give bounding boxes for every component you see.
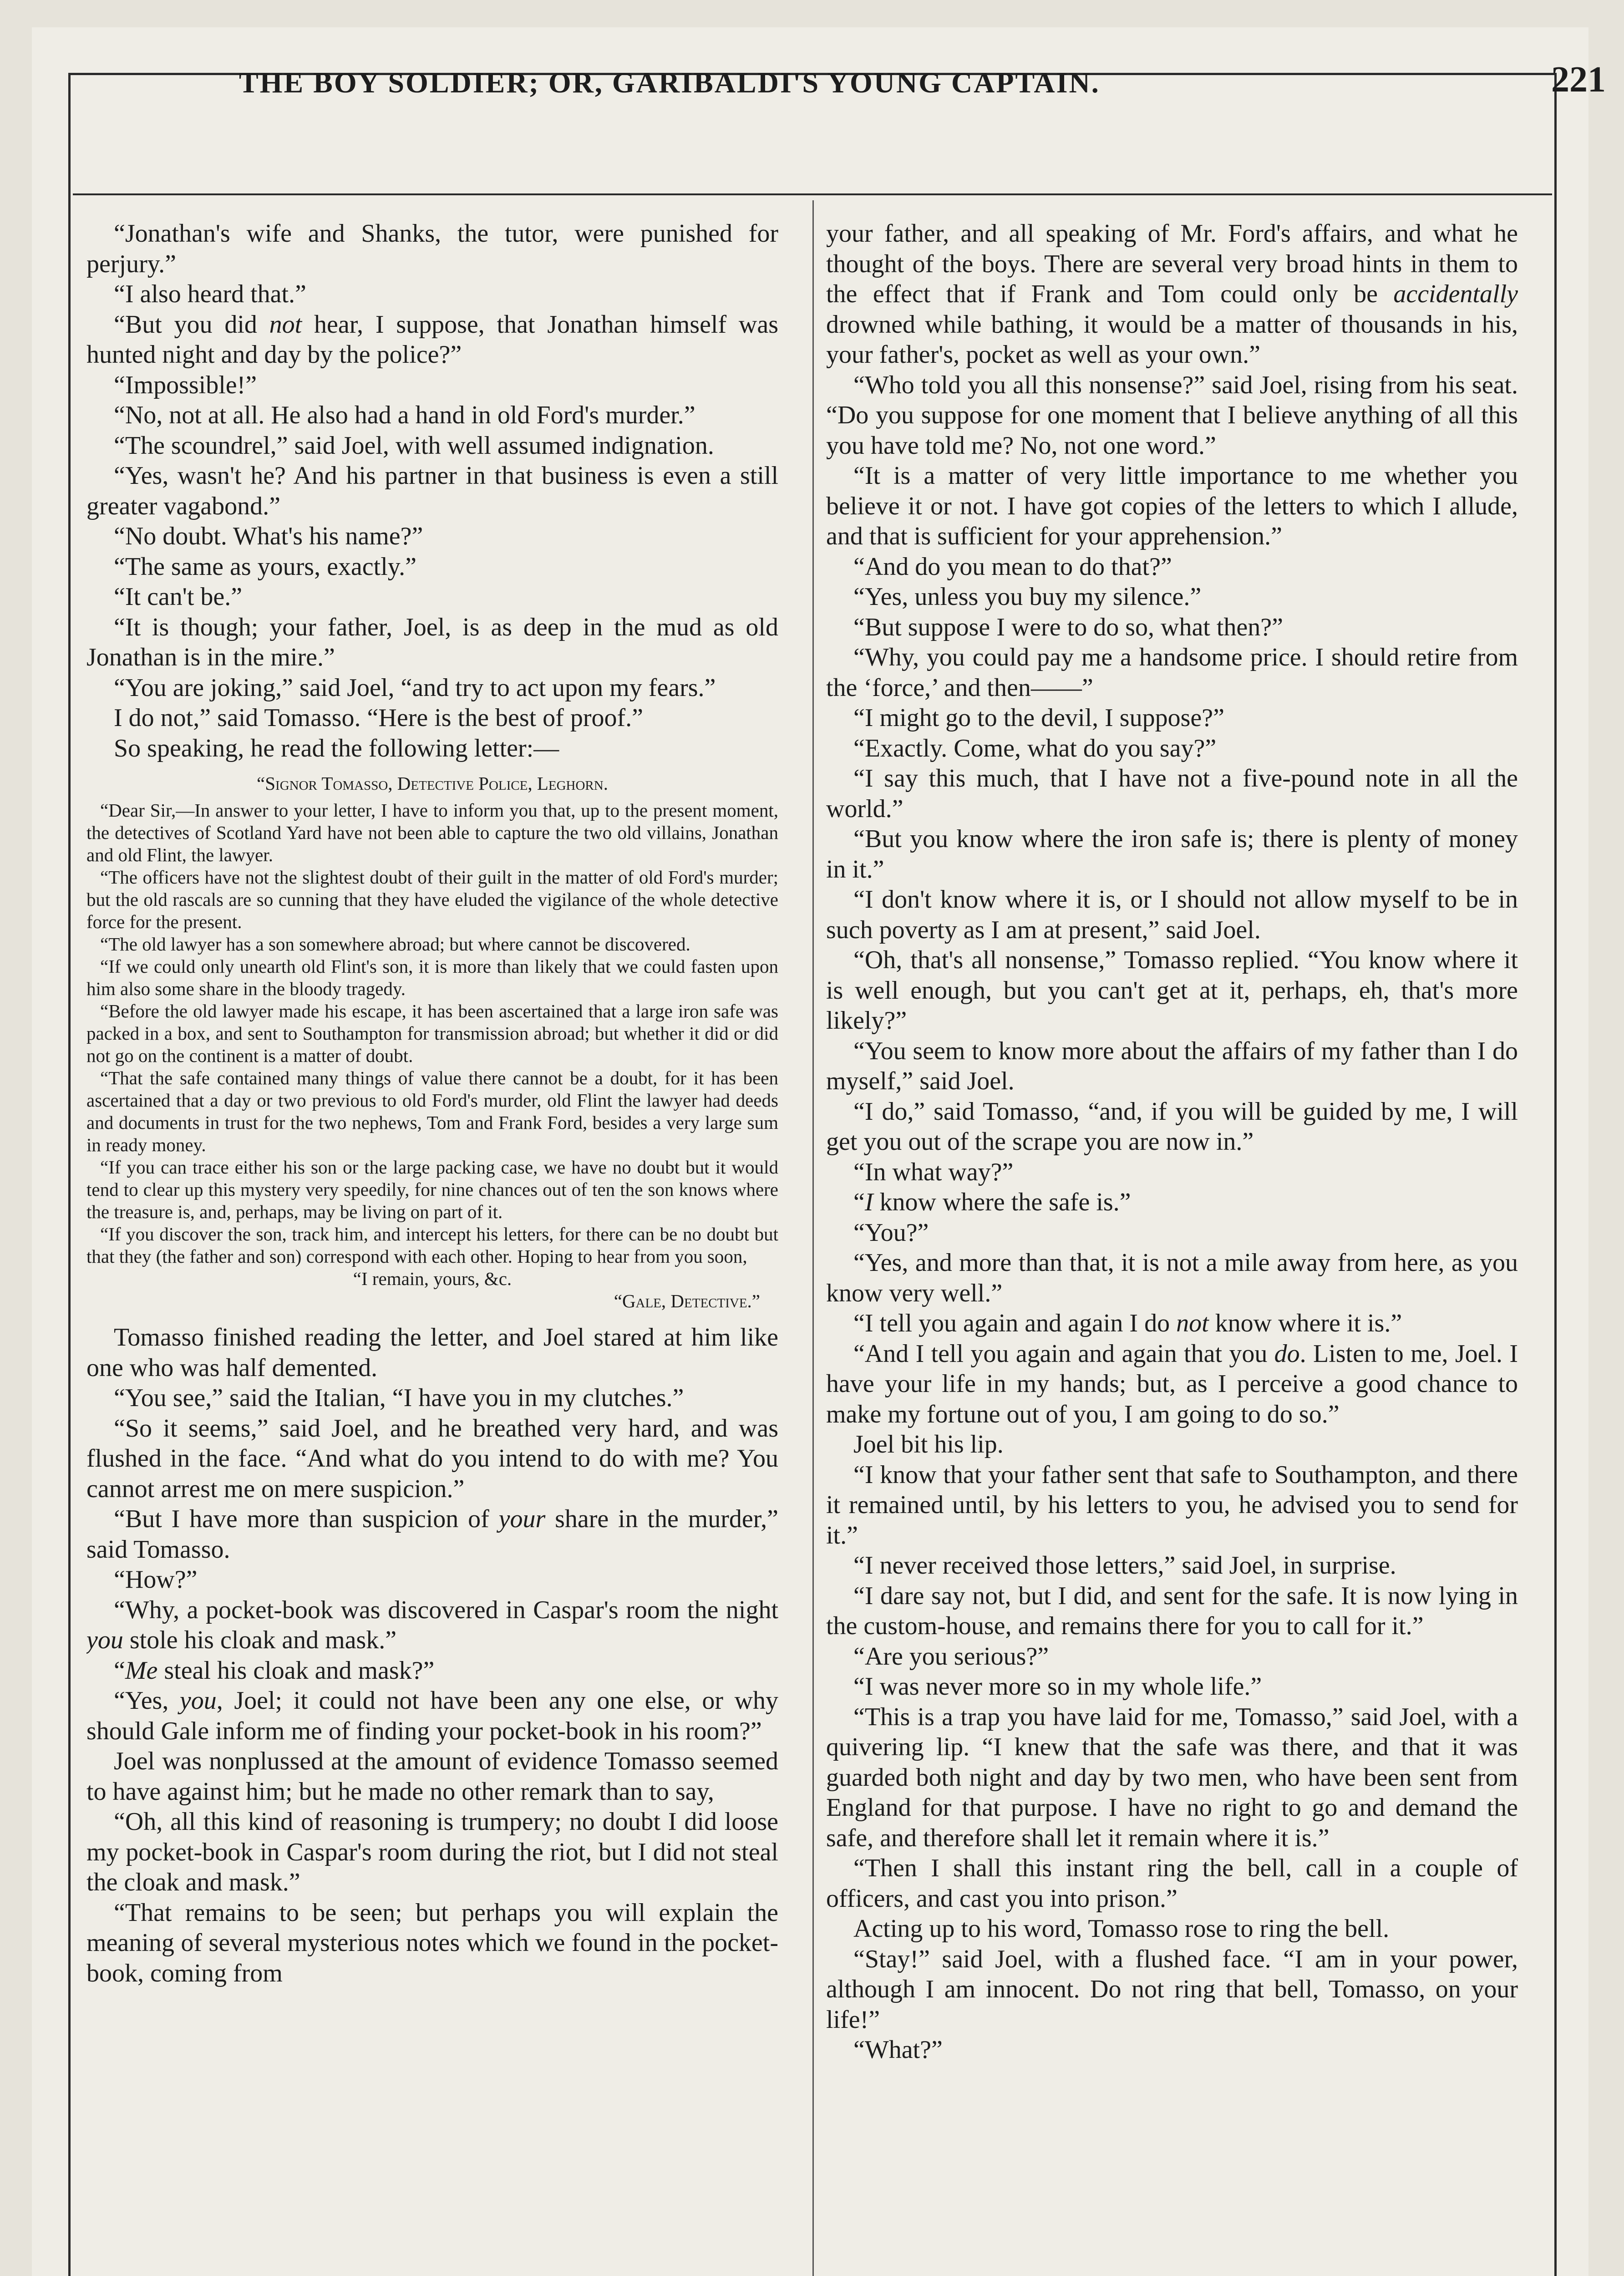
paragraph: “This is a trap you have laid for me, Tomasso,” said Joel, with a quivering lip. “I knew that the safe was there, and that it was guarded both night and day by two men, who have been sent from England for that purpose. I have no right to go and demand the safe, and therefore shall let it remain where it is.”: [826, 1702, 1518, 1852]
header-rule: [73, 193, 1552, 195]
paragraph: “I say this much, that I have not a five-pound note in all the world.”: [826, 764, 1518, 823]
paragraph: I do not,” said Tomasso. “Here is the best of proof.”: [114, 704, 643, 732]
letter-paragraph: “Before the old lawyer made his escape, it has been ascertained that a large iron safe was packed in a box, and sent to Southampton for transmission abroad; but whether it did or did not go on the continent is a matter of doubt.: [86, 1001, 778, 1066]
paragraph: “I do,” said Tomasso, “and, if you will be guided by me, I will get you out of the scrape you are now in.”: [826, 1097, 1518, 1156]
paragraph: your father, and all speaking of Mr. Ford's affairs, and what he thought of the boys. There are several very broad hints in them to the effect that if Frank and Tom could only be accidentally drowned while bathing, it would be a matter of thousands in his, your father's, pocket as well as your own.”: [826, 219, 1518, 369]
paragraph: “That remains to be seen; but perhaps you will explain the meaning of several mysterious notes which we found in the pocket-book, coming from: [86, 1898, 778, 1987]
quoted-letter: [86, 772, 778, 1312]
paragraph: “I dare say not, but I did, and sent for the safe. It is now lying in the custom-house, and remains there for you to call for it.”: [826, 1581, 1518, 1640]
paragraph: “Why, you could pay me a handsome price. I should retire from the ‘force,’ and then——”: [826, 643, 1518, 702]
paragraph: “Impossible!”: [114, 371, 257, 399]
letter-closing: “I remain, yours, &c.: [353, 1268, 512, 1289]
paragraph: “I know where the safe is.”: [853, 1188, 1131, 1216]
paragraph: “In what way?”: [853, 1158, 1014, 1186]
paragraph: “I never received those letters,” said Joel, in surprise.: [853, 1551, 1396, 1580]
paragraph: “You are joking,” said Joel, “and try to act upon my fears.”: [114, 673, 716, 702]
paragraph: “No, not at all. He also had a hand in old Ford's murder.”: [114, 401, 695, 429]
paragraph: Joel bit his lip.: [853, 1430, 1004, 1458]
paragraph: “Oh, all this kind of reasoning is trumpery; no doubt I did loose my pocket-book in Caspar's room during the riot, but I did not steal the cloak and mask.”: [86, 1808, 778, 1896]
paragraph: “Who told you all this nonsense?” said Joel, rising from his seat. “Do you suppose for one moment that I believe anything of all this you have told me? No, not one word.”: [826, 371, 1518, 460]
letter-paragraph: “That the safe contained many things of value there cannot be a doubt, for it has been ascertained that a day or two previous to old Ford's murder, old Flint the lawyer had deeds and documents in trust for the two nephews, Tom and Frank Ford, besides a very large sum in ready money.: [86, 1067, 778, 1155]
paragraph: “And do you mean to do that?”: [853, 552, 1172, 581]
right-column: [826, 218, 1518, 2276]
paragraph: “The same as yours, exactly.”: [114, 552, 416, 581]
running-title: THE BOY SOLDIER; OR, GARIBALDI'S YOUNG CAPTAIN.: [239, 66, 1100, 99]
paragraph: “I also heard that.”: [114, 280, 306, 308]
letter-paragraph: “If we could only unearth old Flint's son, it is more than likely that we could fasten upon him also some share in the bloody tragedy.: [86, 956, 778, 999]
paragraph: “So it seems,” said Joel, and he breathed very hard, and was flushed in the face. “And what do you intend to do with me? You cannot arrest me on mere suspicion.”: [86, 1414, 778, 1503]
paragraph: “But suppose I were to do so, what then?”: [853, 613, 1283, 641]
paragraph: “I was never more so in my whole life.”: [853, 1672, 1262, 1701]
paragraph: “Jonathan's wife and Shanks, the tutor, were punished for perjury.”: [86, 219, 778, 278]
paragraph: “I tell you again and again I do not know where it is.”: [853, 1309, 1402, 1337]
paragraph: “But you did not hear, I suppose, that Jonathan himself was hunted night and day by the police?”: [86, 310, 778, 369]
paragraph: “Yes, and more than that, it is not a mile away from here, as you know very well.”: [826, 1249, 1518, 1307]
paragraph: “You?”: [853, 1218, 929, 1247]
letter-heading: “Signor Tomasso, Detective Police, Leghorn.: [257, 773, 608, 794]
paragraph: “Yes, unless you buy my silence.”: [853, 583, 1202, 611]
paragraph: “It is a matter of very little importance to me whether you believe it or not. I have got copies of the letters to which I allude, and that is sufficient for your apprehension.”: [826, 462, 1518, 550]
paragraph: “I know that your father sent that safe to Southampton, and there it remained until, by his letters to you, he advised you to send for it.”: [826, 1460, 1518, 1550]
paragraph: “Yes, wasn't he? And his partner in that business is even a still greater vagabond.”: [86, 462, 778, 520]
paragraph: “Stay!” said Joel, with a flushed face. “I am in your power, although I am innocent. Do not ring that bell, Tomasso, on your life!”: [826, 1945, 1518, 2034]
letter-paragraph: “The officers have not the slightest doubt of their guilt in the matter of old Ford's murder; but the old rascals are so cunning that they have eluded the vigilance of the whole detective force for the present.: [86, 867, 778, 932]
paragraph: “It is though; your father, Joel, is as deep in the mud as old Jonathan is in the mire.”: [86, 613, 778, 671]
paragraph: So speaking, he read the following letter:—: [114, 734, 559, 762]
paragraph: “You see,” said the Italian, “I have you in my clutches.”: [114, 1384, 684, 1412]
paragraph: “But I have more than suspicion of your share in the murder,” said Tomasso.: [86, 1505, 778, 1564]
paragraph: Acting up to his word, Tomasso rose to ring the bell.: [853, 1915, 1390, 1943]
paragraph: “Are you serious?”: [853, 1642, 1049, 1671]
paragraph: Tomasso finished reading the letter, and Joel stared at him like one who was half demented.: [86, 1323, 778, 1382]
paragraph: “It can't be.”: [114, 583, 243, 611]
paragraph: “Exactly. Come, what do you say?”: [853, 734, 1217, 762]
left-column: [86, 218, 778, 2276]
paragraph: “Then I shall this instant ring the bell, call in a couple of officers, and cast you into prison.”: [826, 1854, 1518, 1913]
letter-paragraph: “Dear Sir,—In answer to your letter, I have to inform you that, up to the present moment, the detectives of Scotland Yard have not been able to capture the two old villains, Jonathan and old Flint, the lawyer.: [86, 800, 778, 865]
letter-paragraph: “The old lawyer has a son somewhere abroad; but where cannot be discovered.: [100, 934, 690, 955]
paragraph: “I don't know where it is, or I should not allow myself to be in such poverty as I am at present,” said Joel.: [826, 885, 1518, 944]
column-divider: [812, 200, 814, 2276]
paragraph: “Why, a pocket-book was discovered in Caspar's room the night you stole his cloak and mask.”: [86, 1595, 778, 1654]
paragraph: “No doubt. What's his name?”: [114, 522, 423, 550]
paragraph: “Yes, you, Joel; it could not have been any one else, or why should Gale inform me of finding your pocket-book in his room?”: [86, 1687, 778, 1745]
paragraph: “Oh, that's all nonsense,” Tomasso replied. “You know where it is well enough, but you can't get at it, perhaps, eh, that's more likely?”: [826, 946, 1518, 1035]
paragraph: “What?”: [853, 2036, 943, 2064]
paragraph: “How?”: [114, 1565, 198, 1594]
page-number: 221: [1551, 60, 1606, 100]
paragraph: “But you know where the iron safe is; there is plenty of money in it.”: [826, 825, 1518, 884]
letter-signature: “Gale, Detective.”: [614, 1290, 760, 1311]
paragraph: “Me steal his cloak and mask?”: [114, 1656, 435, 1685]
paragraph: “I might go to the devil, I suppose?”: [853, 704, 1224, 732]
paragraph: “The scoundrel,” said Joel, with well assumed indignation.: [114, 431, 714, 460]
paragraph: Joel was nonplussed at the amount of evidence Tomasso seemed to have against him; but he made no other remark than to say,: [86, 1747, 778, 1806]
letter-paragraph: “If you can trace either his son or the large packing case, we have no doubt but it would tend to clear up this mystery very speedily, for nine chances out of ten the son knows where the treasure is, and, perhaps, may be living on part of it.: [86, 1157, 778, 1222]
paragraph: “You seem to know more about the affairs of my father than I do myself,” said Joel.: [826, 1036, 1518, 1095]
letter-paragraph: “If you discover the son, track him, and intercept his letters, for there can be no doubt but that they (the father and son) correspond with each other. Hoping to hear from you soon,: [86, 1224, 778, 1267]
paragraph: “And I tell you again and again that you do. Listen to me, Joel. I have your life in my hands; but, as I perceive a good chance to make my fortune out of you, I am going to do so.”: [826, 1339, 1518, 1428]
